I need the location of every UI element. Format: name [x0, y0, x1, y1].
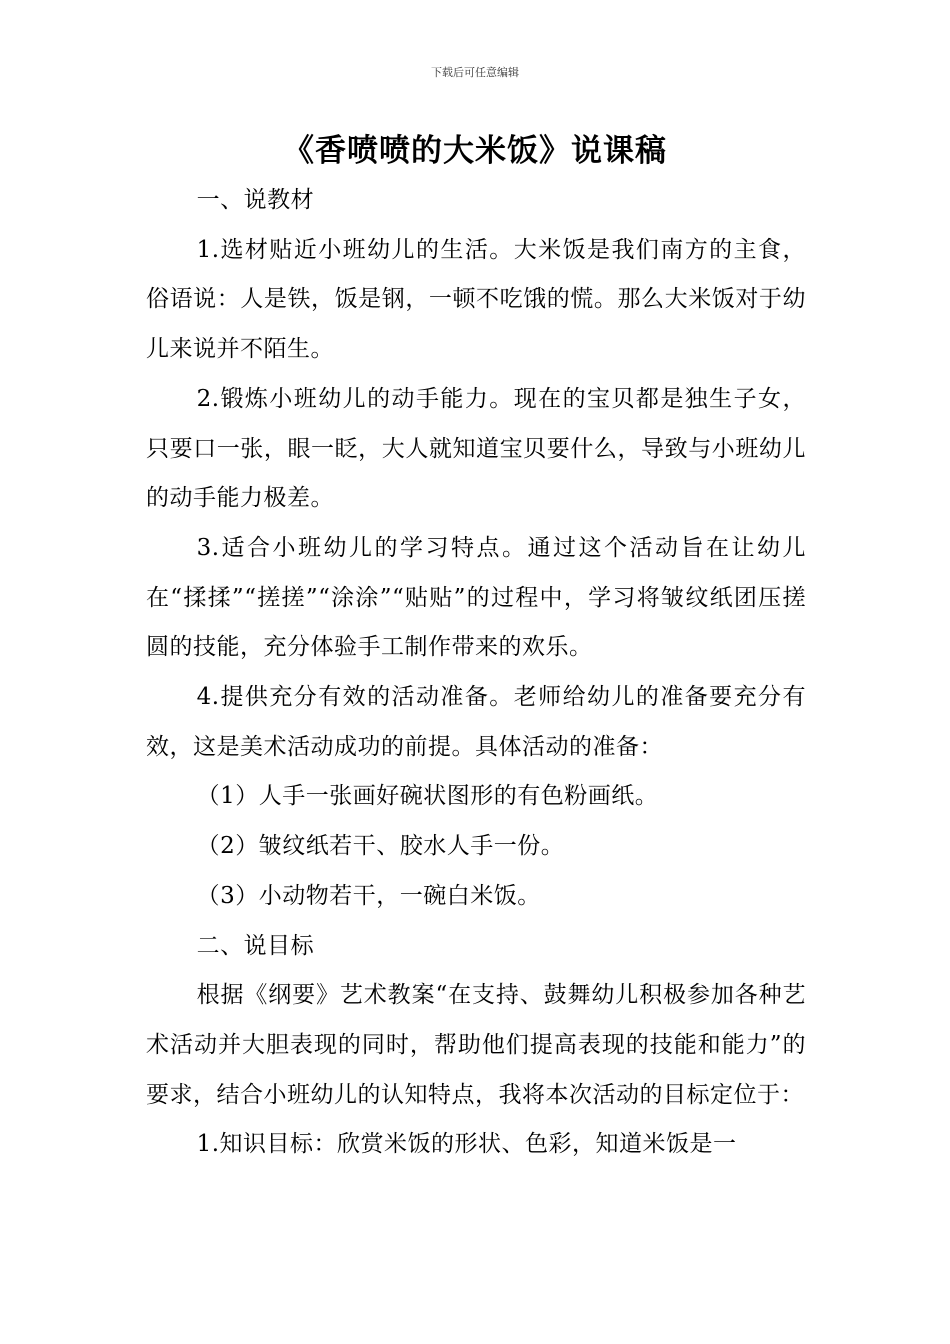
paragraph-goals-intro: 根据《纲要》艺术教案“在支持、鼓舞幼儿积极参加各种艺术活动并大胆表现的同时，帮助他们提高表现的技能和能力”的要求，结合小班幼儿的认知特点，我将本次活动的目标定位于： — [146, 982, 806, 1108]
prep-item-1: （1）人手一张画好碗状图形的有色粉画纸。 — [196, 783, 659, 810]
document-body — [146, 176, 806, 1170]
prep-item-2: （2）皱纹纸若干、胶水人手一份。 — [196, 833, 565, 860]
paragraph-1: 1.选材贴近小班幼儿的生活。大米饭是我们南方的主食，俗语说：人是铁，饭是钢，一顿不吃饿的慌。那么大米饭对于幼儿来说并不陌生。 — [146, 236, 806, 363]
prep-item-3: （3）小动物若干，一碗白米饭。 — [196, 882, 541, 909]
paragraph-4: 4.提供充分有效的活动准备。老师给幼儿的准备要充分有效，这是美术活动成功的前提。具体活动的准备： — [146, 684, 806, 760]
document-title: 《香喷喷的大米饭》说课稿 — [283, 133, 667, 169]
header-note: 下载后可任意编辑 — [431, 66, 519, 79]
section-heading-textbook: 一、说教材 — [196, 187, 315, 213]
paragraph-goal-1: 1.知识目标：欣赏米饭的形状、色彩，知道米饭是一 — [196, 1131, 737, 1158]
paragraph-2: 2.锻炼小班幼儿的动手能力。现在的宝贝都是独生子女，只要口一张，眼一眨，大人就知道宝贝要什么，导致与小班幼儿的动手能力极差。 — [146, 385, 806, 512]
section-heading-goals: 二、说目标 — [196, 932, 315, 959]
paragraph-3: 3.适合小班幼儿的学习特点。通过这个活动旨在让幼儿在“揉揉”“搓搓”“涂涂”“贴贴”的过程中，学习将皱纹纸团压搓圆的技能，充分体验手工制作带来的欢乐。 — [146, 534, 806, 661]
